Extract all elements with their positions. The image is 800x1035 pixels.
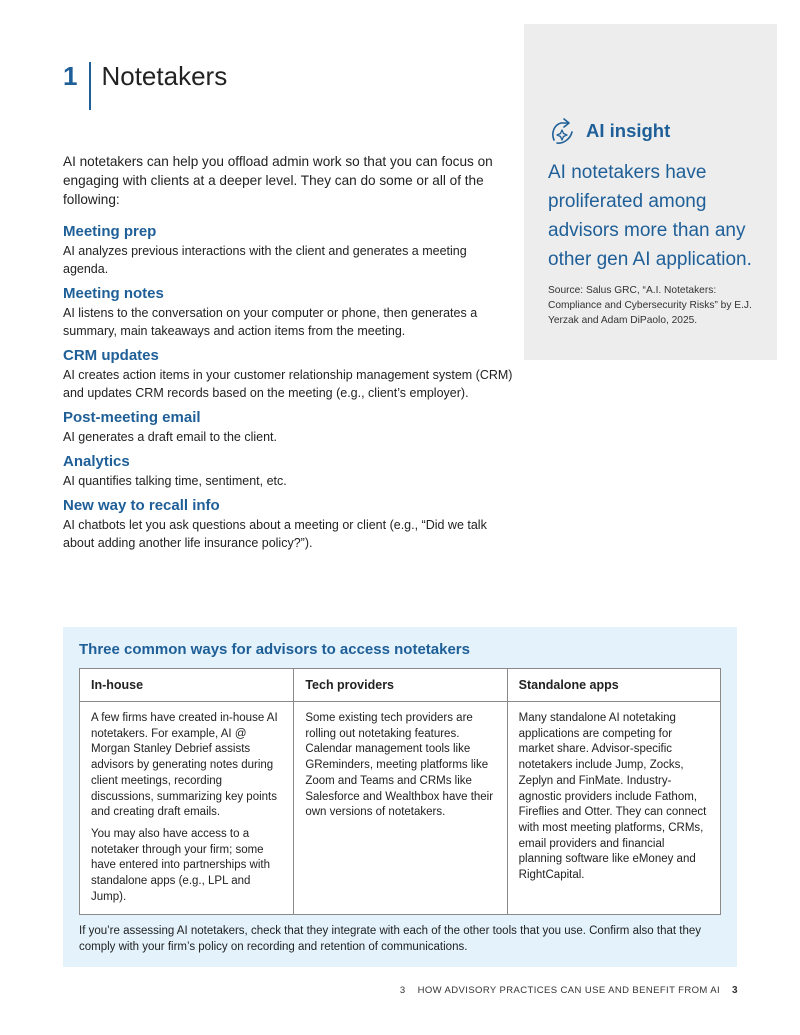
cell-in-house: [80, 702, 293, 914]
cell-paragraph: You may also have access to a notetaker through your firm; some have entered into partnerships with standalone apps (e.g., LPL and Jump).: [91, 827, 270, 903]
ai-insight-panel: [524, 24, 777, 360]
footer-page-number-bold: 3: [732, 985, 738, 996]
insight-quote: AI notetakers have proliferated among advisors more than any other gen AI application.: [548, 162, 752, 270]
footer-title: HOW ADVISORY PRACTICES CAN USE AND BENEFIT FROM AI: [417, 985, 721, 996]
feature-heading: Meeting prep: [63, 223, 157, 240]
table-header-row: [80, 669, 720, 702]
feature-analytics: [63, 452, 513, 490]
intro-paragraph: AI notetakers can help you offload admin work so that you can focus on engaging with clients at a deeper level. They can do some or all of the following:: [63, 154, 493, 207]
page-footer: [400, 985, 738, 996]
feature-heading: Meeting notes: [63, 285, 164, 302]
column-header-in-house: In-house: [91, 678, 144, 692]
feature-text: AI quantifies talking time, sentiment, etc.: [63, 474, 287, 488]
feature-text: AI listens to the conversation on your computer or phone, then generates a summary, main takeaways and action items from the meeting.: [63, 306, 478, 338]
access-ways-box: [63, 627, 737, 967]
feature-heading: Post-meeting email: [63, 409, 201, 426]
section-title: Notetakers: [101, 61, 228, 91]
cell-standalone-apps: [507, 702, 720, 914]
feature-post-meeting-email: [63, 408, 513, 446]
access-ways-title: Three common ways for advisors to access notetakers: [79, 641, 470, 658]
section-heading: [63, 60, 227, 110]
cell-paragraph: A few firms have created in-house AI notetakers. For example, AI @ Morgan Stanley Debrief assists advisors by generating notes during client meetings, recording discussions, summarizing key points and creating draft emails.: [91, 712, 278, 819]
insight-header: [548, 116, 755, 146]
insight-source: Source: Salus GRC, “A.I. Notetakers: Compliance and Cybersecurity Risks” by E.J. Yerzak and Adam DiPaolo, 2025.: [548, 285, 752, 326]
access-ways-table: [79, 668, 721, 915]
cell-paragraph: Many standalone AI notetaking applications are competing for market share. Advisor-specific notetakers include Jump, Zocks, Zeplyn and FinMate. Industry-agnostic providers include Fathom, Fireflies and Otter. They can connect with most meeting platforms, CRMs, email providers and financial planning software like eMoney and RightCapital.: [518, 712, 707, 882]
feature-list: [63, 222, 513, 558]
feature-text: AI analyzes previous interactions with the client and generates a meeting agenda.: [63, 244, 467, 276]
footer-page-number: 3: [399, 985, 406, 996]
feature-text: AI creates action items in your customer relationship management system (CRM) and updates CRM records based on the meeting (e.g., client’s employer).: [63, 368, 513, 400]
feature-text: AI chatbots let you ask questions about a meeting or client (e.g., “Did we talk about adding another life insurance policy?”).: [63, 518, 487, 550]
column-header-standalone-apps: Standalone apps: [507, 669, 720, 701]
sparkle-arrow-icon: [548, 116, 578, 146]
table-body-row: [80, 702, 720, 914]
feature-heading: Analytics: [63, 453, 130, 470]
feature-recall-info: [63, 496, 513, 552]
feature-heading: CRM updates: [63, 347, 159, 364]
feature-crm-updates: [63, 346, 513, 402]
column-header-tech-providers: Tech providers: [293, 669, 506, 701]
cell-tech-providers: [293, 702, 506, 914]
feature-text: AI generates a draft email to the client.: [63, 430, 278, 444]
feature-heading: New way to recall info: [63, 497, 220, 514]
cell-paragraph: Some existing tech providers are rolling out notetaking features. Calendar management tools like GReminders, meeting platforms like Zoom and Teams and CRMs like Salesforce and Wealthbox have their own versions of notetakers.: [305, 712, 494, 819]
insight-label: AI insight: [586, 120, 671, 141]
section-divider: [89, 62, 91, 110]
access-ways-note: If you’re assessing AI notetakers, check that they integrate with each of the other tools that you use. Confirm also that they comply with your firm’s policy on recording and retention of communications.: [79, 925, 701, 953]
feature-meeting-notes: [63, 284, 513, 340]
section-number: 1: [63, 61, 78, 91]
feature-meeting-prep: [63, 222, 513, 278]
